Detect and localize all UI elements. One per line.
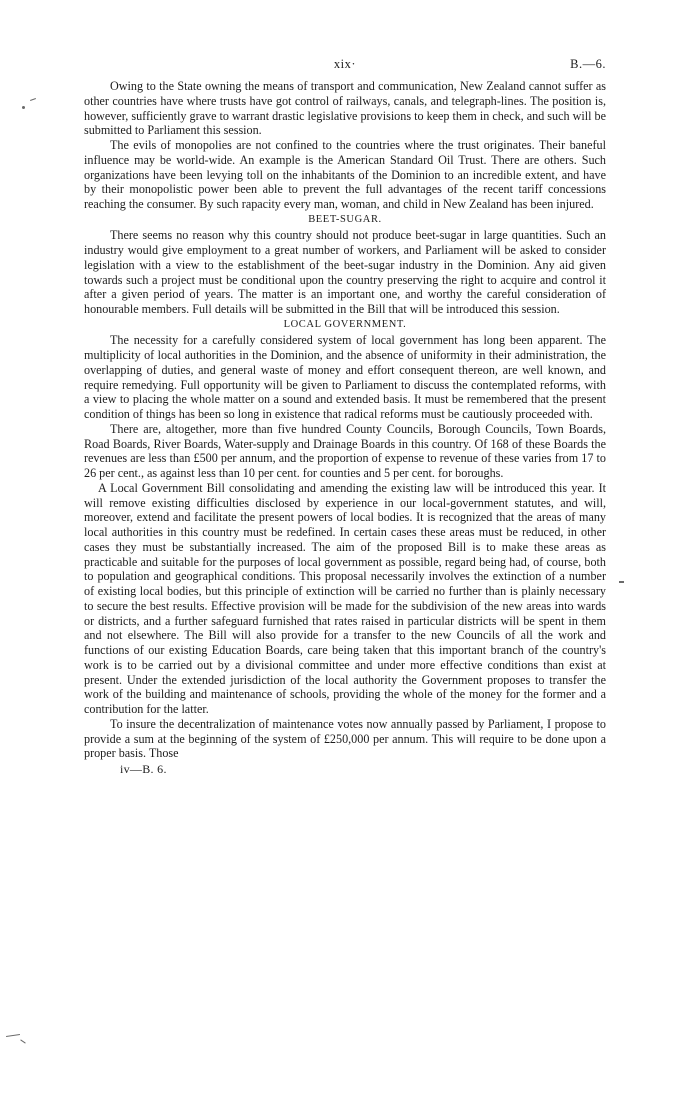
paragraph-local-government-boards: There are, altogether, more than five hundred County Councils, Borough Councils, Town Boards, Road Boards, River Boards, Water-supply and Drainage Boards in this country. Of 168 of these Boards the revenues are less than £500 per annum, and the proportion of expense to revenue of these varies from 17 to 26 per cent., as against less than 10 per cent. for counties and 5 per cent. for boroughs. (84, 421, 606, 480)
paragraph-monopolies: The evils of monopolies are not confined to the countries where the trust originates. Their baneful influence may be world-wide. An example is the American Standard Oil Trust. There are others. Such organizations have been levying toll on the inhabitants of the Dominion to an incredible extent, and have by their monopolistic power been able to prevent the full advantages of the recent tariff concessions reaching the consumer. By such rapacity every man, woman, and child in New Zealand has been injured. (84, 138, 606, 211)
document-code: B.—6. (570, 57, 606, 71)
page-number: xix· (333, 57, 357, 71)
section-heading-beet-sugar: BEET-SUGAR. (308, 213, 382, 225)
printer-signature: iv—B. 6. (120, 762, 167, 776)
margin-mark-right (619, 581, 624, 583)
margin-mark-top-left-dot (22, 106, 25, 109)
paragraph-transport: Owing to the State owning the means of transport and communication, New Zealand cannot suffer as other countries have where trusts have got control of railways, canals, and telegraph-lines. The position is, however, sufficiently grave to warrant drastic legislative provisions to keep them in check, and such will be submitted to Parliament this session. (84, 79, 606, 138)
paragraph-local-government-necessity: The necessity for a carefully considered system of local government has long been apparent. The multiplicity of local authorities in the Dominion, and the absence of uniformity in their administration, the overlapping of duties, and general waste of money and effort consequent thereon, are well known, and require remedying. Full opportunity will be given to Parliament to discuss the contemplated reforms, with a view to placing the whole matter on a sound and extended basis. It must be remembered that the present condition of things has been so long in existence that radical reforms must be cautiously proceeded with. (84, 333, 606, 421)
paragraph-local-government-bill: A Local Government Bill consolidating and amending the existing law will be introduced this year. It will remove existing difficulties disclosed by experience in our local-government statutes, and will, moreover, extend and facilitate the present powers of local bodies. It is recognized that the areas of many local authorities in this country must be redefined. In certain cases these areas must be reduced, in other cases they must be substantially increased. The aim of the proposed Bill is to make these areas as practicable and suitable for the purposes of local government as possible, regard being had, of course, both to population and geographical conditions. This proposal necessarily involves the extinction of a number of existing local bodies, but this principle of extinction will be carried no further than is plainly necessary to secure the best results. Effective provision will be made for the subdivision of the new areas into wards or districts, and a further safeguard furnished that rates raised in particular districts will be spent in them and not elsewhere. The Bill will also provide for a transfer to the new Councils of all the work and functions of our existing Education Boards, care being taken that this important branch of the country's work is to be carried out by a divisional committee and under more effective conditions than exist at present. Under the extended jurisdiction of the local authority the Government proposes to transfer the work of the building and maintenance of schools, providing the whole of the money for the former and a contribution for the latter. (84, 480, 606, 716)
document-body (84, 79, 606, 777)
margin-mark-top-left (30, 98, 36, 101)
section-heading-local-government: LOCAL GOVERNMENT. (283, 318, 407, 330)
paragraph-beet-sugar: There seems no reason why this country should not produce beet-sugar in large quantities. Such an industry would give employment to a great number of workers, and Parliament will be asked to consider legislation with a view to the establishment of the beet-sugar industry in the Dominion. Any aid given towards such a project must be conditional upon the country preserving the right to acquire and control it after a given period of years. The matter is an important one, and worthy the careful consideration of honourable members. Full details will be submitted in the Bill that will be introduced this session. (84, 228, 606, 316)
margin-mark-bottom-left-2 (20, 1039, 25, 1043)
page-header (84, 57, 606, 77)
margin-mark-bottom-left (6, 1034, 20, 1037)
paragraph-maintenance-votes: To insure the decentralization of maintenance votes now annually passed by Parliament, I propose to provide a sum at the beginning of the system of £250,000 per annum. This will require to be done upon a proper basis. Those (84, 716, 606, 761)
